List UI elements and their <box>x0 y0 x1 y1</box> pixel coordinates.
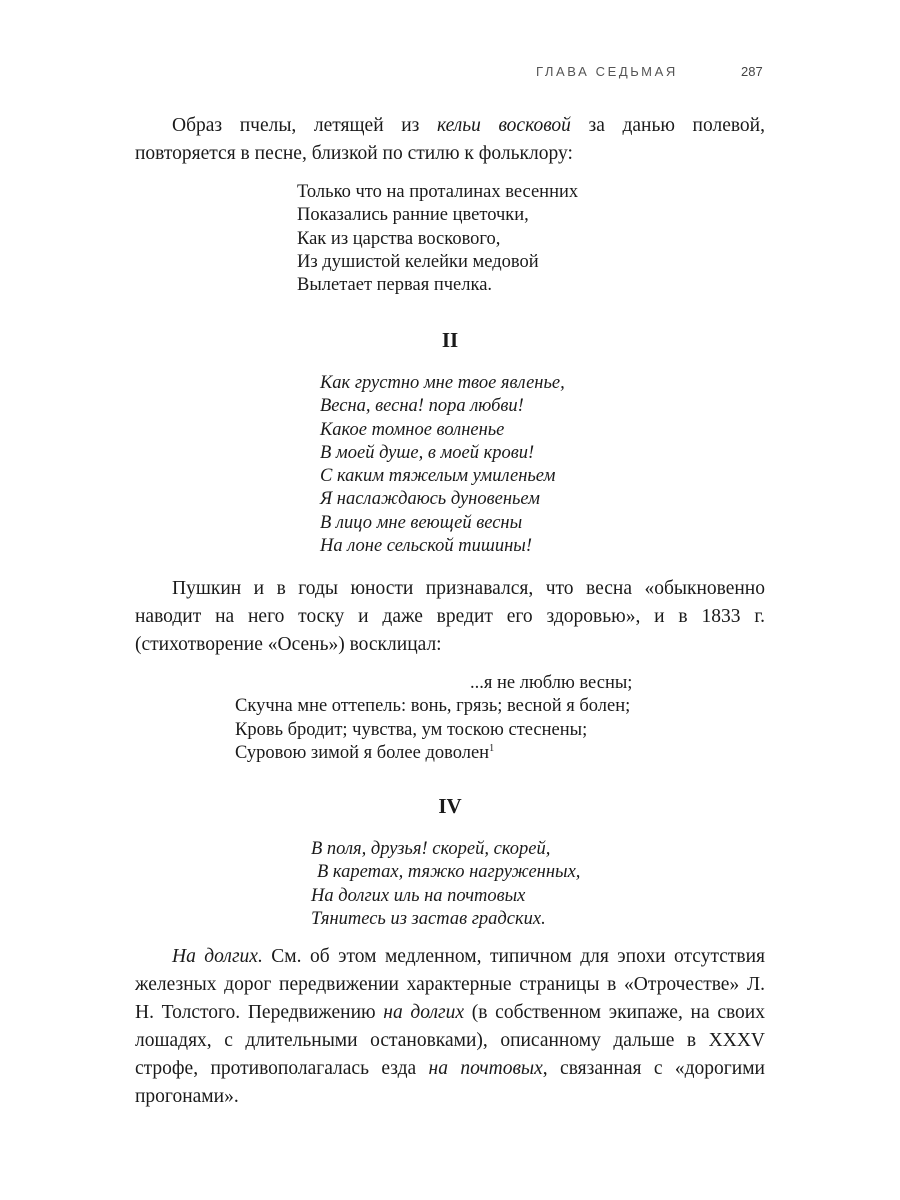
verse-line: В моей душе, в моей крови! <box>320 442 535 463</box>
verse-line: Какое томное волненье <box>320 419 505 440</box>
section-heading-iv: IV <box>438 794 462 818</box>
section-heading-ii: II <box>441 328 459 352</box>
verse-line: В каретах, тяжко нагруженных, <box>317 862 581 883</box>
stanza-iv-quote <box>311 838 580 931</box>
verse-line: На лоне сельской тишины! <box>320 536 532 557</box>
verse-line: На долгих иль на почтовых <box>311 885 526 906</box>
folk-song-quote <box>297 181 578 297</box>
verse-line: Я наслаждаюсь дуновеньем <box>320 489 540 510</box>
verse-line: Весна, весна! пора любви! <box>320 396 524 417</box>
verse-line: Показались ранние цветочки, <box>297 205 529 226</box>
paragraph-pushkin: Пушкин и в годы юности признавался, что весна «обыкновенно наводит на него тоску и даже вредит его здоровью», и в 1833 г. (стихотворение «Осень») восклицал: <box>135 578 765 655</box>
stanza-ii-quote <box>320 372 565 558</box>
verse-line: Тянитесь из застав градских. <box>311 908 546 929</box>
verse-line: Скучна мне оттепель: вонь, грязь; весной я болен; <box>235 696 631 717</box>
paragraph-na-dolgikh: На долгих. См. об этом медленном, типичном для эпохи отсутствия железных дорог передвижении характерные страницы в «Отрочестве» Л. Н. Толстого. Передвижению на долгих (в собственном экипаже, на своих лошадях, с длительными остановками), описанному дальше в XXXV строфе, противополагалась езда на почтовых, связанная с «дорогими прогонами». <box>135 946 765 1107</box>
verse-line: Как из царства воскового, <box>297 228 501 249</box>
verse-line: Только что на проталинах весенних <box>297 182 579 202</box>
verse-line: Из душистой келейки медовой <box>297 251 539 272</box>
verse-line: В лицо мне веющей весны <box>320 512 523 533</box>
italic-phrase: кельи восковой <box>436 115 571 136</box>
verse-line: Как грустно мне твое явленье, <box>320 373 565 393</box>
running-head: ГЛАВА СЕДЬМАЯ <box>536 64 678 79</box>
footnote-marker: 1 <box>489 742 495 754</box>
verse-line: Суровою зимой я более доволен <box>235 742 490 763</box>
verse-line: ...я не люблю весны; <box>470 673 633 693</box>
page-number: 287 <box>741 64 763 79</box>
verse-line: С каким тяжелым умиленьем <box>320 466 556 487</box>
verse-line: Кровь бродит; чувства, ум тоскою стеснены; <box>235 719 588 740</box>
autumn-poem-quote <box>235 672 632 765</box>
verse-line: В поля, друзья! скорей, скорей, <box>311 839 551 859</box>
verse-line: Вылетает первая пчелка. <box>297 275 493 296</box>
paragraph-bee: Образ пчелы, летящей из кельи восковой за данью полевой, повторяется в песне, близкой по стилю к фольклору: <box>135 115 765 164</box>
